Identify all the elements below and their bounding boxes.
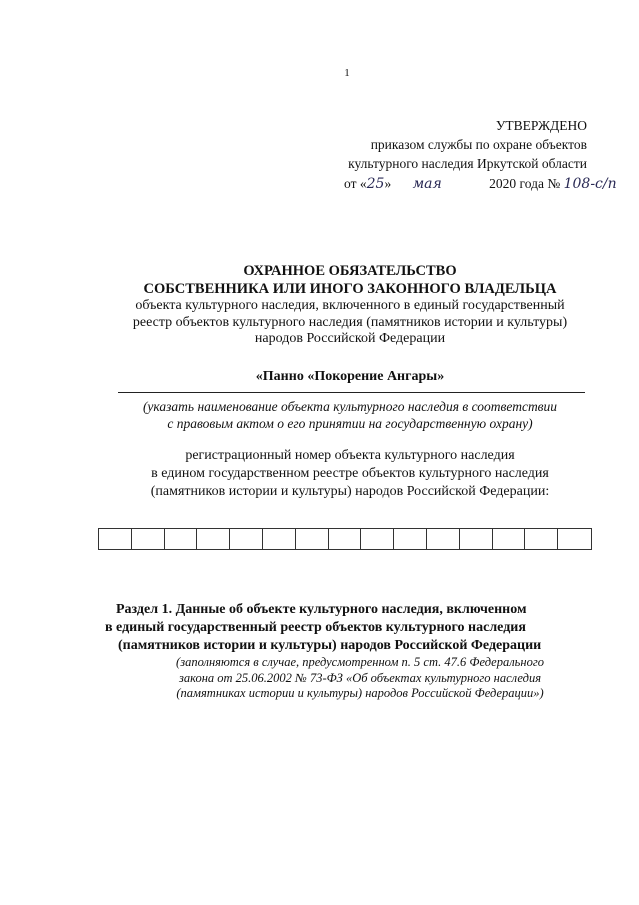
object-name-underline bbox=[118, 392, 585, 393]
reg-cell bbox=[493, 529, 526, 549]
date-mid: » bbox=[384, 176, 392, 191]
handwritten-month: мая bbox=[412, 176, 442, 192]
reg-cell bbox=[329, 529, 362, 549]
reg-cell bbox=[99, 529, 132, 549]
subtitle-line-1: объекта культурного наследия, включенного в единый государственный bbox=[135, 298, 565, 313]
reg-line-3: (памятников истории и культуры) народов Российской Федерации: bbox=[150, 484, 550, 499]
subtitle-line-2: реестр объектов культурного наследия (памятников истории и культуры) bbox=[132, 314, 568, 330]
reg-cell bbox=[460, 529, 493, 549]
page-number: 1 bbox=[344, 67, 350, 79]
object-name-hint bbox=[70, 398, 630, 432]
date-prefix: от « bbox=[344, 176, 367, 191]
handwritten-day: 25 bbox=[366, 176, 385, 192]
subtitle-line-3: народов Российской Федерации bbox=[254, 331, 446, 346]
note-line-3: (памятниках истории и культуры) народов Российской Федерации») bbox=[176, 686, 544, 700]
registration-number-grid bbox=[98, 528, 592, 550]
document-title bbox=[70, 262, 630, 298]
object-name: «Панно «Покорение Ангары» bbox=[255, 369, 445, 384]
section-1-heading bbox=[80, 601, 639, 655]
reg-cell bbox=[263, 529, 296, 549]
reg-cell bbox=[230, 529, 263, 549]
approval-line-1: приказом службы по охране объектов bbox=[370, 137, 587, 152]
section-1-line-3: (памятников истории и культуры) народов Российской Федерации bbox=[118, 638, 542, 653]
date-year: 2020 года № bbox=[489, 176, 561, 191]
note-line-1: (заполняются в случае, предусмотренном п. 5 ст. 47.6 Федерального bbox=[176, 655, 544, 669]
approval-block bbox=[348, 116, 587, 173]
title-line-1: ОХРАННОЕ ОБЯЗАТЕЛЬСТВО bbox=[243, 263, 457, 279]
hint-line-1: (указать наименование объекта культурного наследия в соответствии bbox=[142, 399, 558, 414]
registration-number-label bbox=[70, 447, 630, 501]
approval-date bbox=[344, 176, 617, 192]
reg-cell bbox=[132, 529, 165, 549]
reg-cell bbox=[296, 529, 329, 549]
note-line-2: закона от 25.06.2002 № 73-ФЗ «Об объектах культурного наследия bbox=[178, 670, 542, 685]
reg-cell bbox=[427, 529, 460, 549]
hint-line-2: с правовым актом о его принятии на государственную охрану) bbox=[167, 416, 533, 431]
reg-cell bbox=[558, 529, 591, 549]
reg-cell bbox=[394, 529, 427, 549]
approval-heading: УТВЕРЖДЕНО bbox=[495, 118, 587, 133]
reg-cell bbox=[525, 529, 558, 549]
title-line-2: СОБСТВЕННИКА ИЛИ ИНОГО ЗАКОННОГО ВЛАДЕЛЬЦА bbox=[143, 281, 557, 297]
section-1-note bbox=[80, 655, 639, 702]
reg-line-1: регистрационный номер объекта культурного наследия bbox=[185, 448, 515, 463]
reg-line-2: в едином государственном реестре объектов культурного наследия bbox=[151, 466, 549, 481]
document-subtitle bbox=[70, 298, 630, 348]
section-1-line-1: Раздел 1. Данные об объекте культурного наследия, включенном bbox=[116, 602, 527, 617]
approval-line-2: культурного наследия Иркутской области bbox=[348, 156, 587, 171]
reg-cell bbox=[361, 529, 394, 549]
handwritten-order-number: 108-с/п bbox=[563, 176, 617, 192]
reg-cell bbox=[197, 529, 230, 549]
reg-cell bbox=[165, 529, 198, 549]
section-1-line-2: в единый государственный реестр объектов культурного наследия bbox=[105, 620, 526, 635]
